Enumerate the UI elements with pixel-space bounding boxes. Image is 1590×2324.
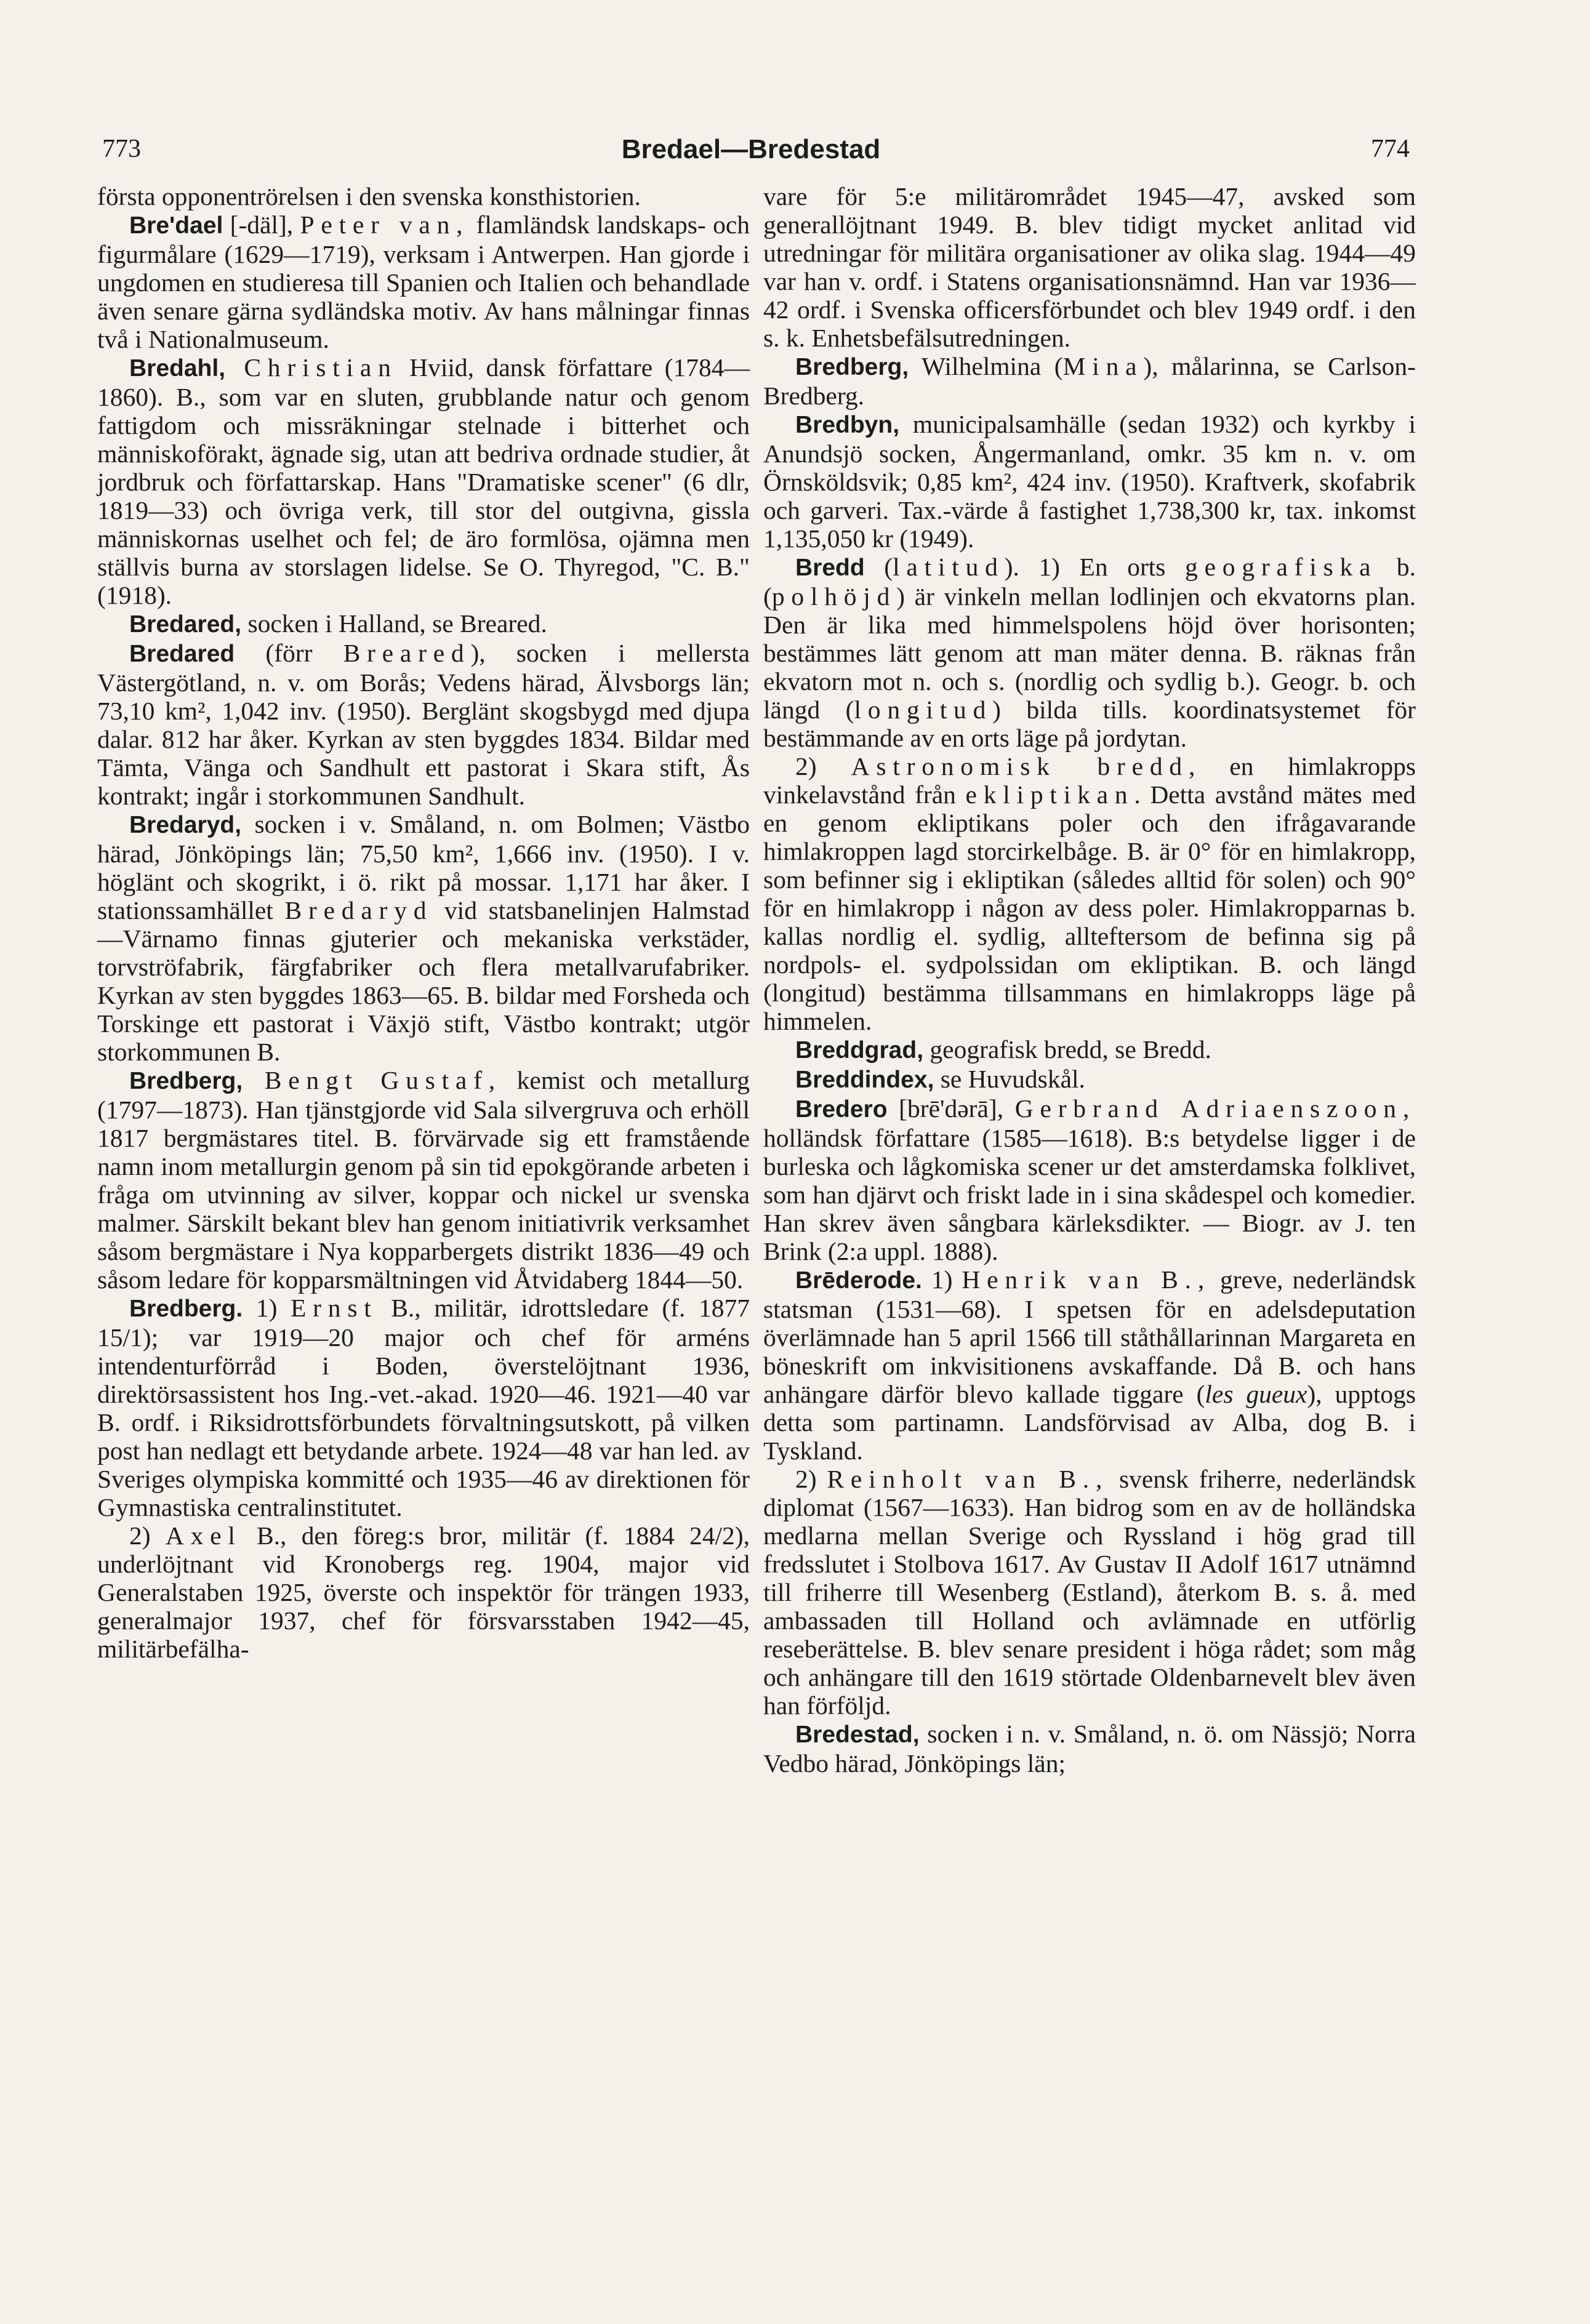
running-title: Bredael—Bredestad <box>621 134 881 164</box>
headword: Bredared <box>129 641 235 667</box>
entry-bredbyn: Bredbyn, municipalsamhälle (sedan 1932) och kyrkby i Anundsjö socken, Ångermanland, omkr. 35 km n. v. om Örnsköldsvik; 0,85 km², 424 inv. (1950). Kraftverk, skofabrik och garveri. Tax.-värde å fastighet 1,738,300 kr, tax. inkomst 1,135,050 kr (1949). <box>763 410 1416 553</box>
spaced-term: latitud <box>893 553 1005 581</box>
headword: Bredestad, <box>795 1721 920 1748</box>
entry-bredared-halland: Bredared, socken i Halland, se Breared. <box>129 609 547 638</box>
headword: Brēderode. <box>795 1267 922 1294</box>
spaced-name: Henrik van B., <box>962 1265 1211 1294</box>
entry-brederode: Brēderode. 1) Henrik van B., greve, nederländsk statsman (1531—68). I spetsen för en adelsdeputation överlämnade han 5 april 1566 till ståthållarinnan Margareta en böneskrift om inkvisitionens avskaffande. Då B. och hans anhängare därför blevo kallade tiggare (les gueux), upptogs detta som partinamn. Landsförvisad av Alba, dog B. i Tyskland. <box>763 1265 1416 1465</box>
spaced-term: geografiska <box>1185 553 1378 581</box>
spaced-term: ekliptikan <box>965 780 1134 809</box>
entry-continuation: första opponentrörelsen i den svenska konsthistorien. <box>97 182 641 210</box>
entry-breddindex: Breddindex, se Huvudskål. <box>795 1065 1085 1093</box>
entry-bredberg-bengt: Bredberg, Bengt Gustaf, kemist och metallurg (1797—1873). Han tjänstgjorde vid Sala silvergruva och erhöll 1817 bergmästares titel. B. förvärvade sig ett framstående namn inom metallurgin genom på sin tid epokgörande arbeten i fråga om utvinning av silver, koppar och nickel ur svenska malmer. Särskilt bekant blev han genom initiativrik verksamhet såsom bergmästare i Nya kopparbergets distrikt 1836—49 och såsom ledare för kopparsmältningen vid Åtvidaberg 1844—50. <box>97 1066 750 1294</box>
headword: Bredaryd, <box>129 812 242 838</box>
headword: Bredbyn, <box>795 412 900 438</box>
italic-term: les gueux <box>1205 1380 1307 1408</box>
spaced-name: Gerbrand Adriaenszoon, <box>1014 1094 1416 1123</box>
spaced-name: Reinholt van B., <box>827 1465 1109 1493</box>
entry-bredestad: Bredestad, socken i n. v. Småland, n. ö. om Nässjö; Norra Vedbo härad, Jönköpings län; <box>763 1720 1416 1777</box>
spaced-term: Astronomisk bredd <box>851 752 1189 780</box>
headword: Bredberg, <box>129 1068 243 1094</box>
page-header <box>92 134 1410 171</box>
headword: Bredberg. <box>129 1296 243 1322</box>
entry-bredero: Bredero [brē'dərā], Gerbrand Adriaenszoon, holländsk författare (1585—1618). B:s betydelse ligger i de burleska och lågkomiska scener ur det amsterdamska folklivet, som han djärvt och friskt lade in i sina skådespel och komedier. Han skrev även sångbara kärleksdikter. — Biogr. av J. ten Brink (2:a uppl. 1888). <box>763 1094 1416 1265</box>
page-number-left: 773 <box>102 135 141 163</box>
entry-bredberg-wilhelmina: Bredberg, Wilhelmina (Mina), målarinna, se Carlson-Bredberg. <box>763 352 1416 410</box>
entry-bredberg-axel: 2) Axel B., den föreg:s bror, militär (f. 1884 24/2), underlöjtnant vid Kronobergs reg. 1904, major vid Generalstaben 1925, överste och inspektör för trängen 1933, generalmajor 1937, chef för försvarsstaben 1942—45, militärbefälha- <box>97 1521 750 1663</box>
spaced-name: Ernst <box>291 1294 378 1322</box>
headword: Bre'dael <box>129 212 223 239</box>
headword: Breddgrad, <box>795 1037 924 1064</box>
entry-bredared: Bredared (förr Breared), socken i mellersta Västergötland, n. v. om Borås; Vedens härad, Älvsborgs län; 73,10 km², 1,042 inv. (1950). Berglänt skogsbygd med djupa dalar. 812 har åker. Kyrkan av sten byggdes 1834. Bildar med Tämta, Vänga och Sandhult ett pastorat i Skara stift, Ås kontrakt; ingår i storkommunen Sandhult. <box>97 639 750 810</box>
spaced-term: longitud <box>854 695 993 724</box>
headword: Bredared, <box>129 611 242 638</box>
spaced-name: Bengt Gustaf, <box>243 1066 502 1094</box>
spaced-name: Mina <box>1062 352 1144 380</box>
page-number-right: 774 <box>1371 135 1410 163</box>
headword: Breddindex, <box>795 1067 934 1093</box>
spaced-name: Axel <box>165 1521 242 1550</box>
spaced-name: Bredaryd <box>284 896 433 924</box>
headword: Bredahl, <box>129 355 226 382</box>
entry-bredahl: Bredahl, Christian Hviid, dansk författare (1784—1860). B., som var en sluten, grubblande natur och genom fattigdom och missräkningar stelnade i bitterhet och människoförakt, ägnade sig, utan att bedriva ordnade studier, åt jordbruk och författarskap. Hans "Dramatiske scener" (6 dlr, 1819—33) och övriga verk, till stor del outgivna, gissla människornas uselhet och fel; de äro formlösa, ojämna men ställvis burna av storslagen lidelse. Se O. Thyregod, "C. B." (1918). <box>97 353 750 609</box>
headword: Bredd <box>795 555 865 581</box>
spaced-name: Christian <box>225 353 398 382</box>
spaced-name: Peter van, <box>300 210 470 239</box>
entry-bredd: Bredd (latitud). 1) En orts geografiska b. (polhöjd) är vinkeln mellan lodlinjen och ekvatorns plan. Den är lika med himmelspolens höjd över horisonten; bestämmes lätt genom att man mäter denna. B. räknas från ekvatorn mot n. och s. (nordlig och sydlig b.). Geogr. b. och längd (longitud) bilda tills. koordinatsystemet för bestämmande av en orts läge på jordytan. <box>763 553 1416 752</box>
entry-bredberg-ernst: Bredberg. 1) Ernst B., militär, idrottsledare (f. 1877 15/1); var 1919—20 major och chef för arméns intendenturförråd i Boden, överstelöjtnant 1936, direktörsassistent hos Ing.-vet.-akad. 1920—46. 1921—40 var B. ordf. i Riksidrottsförbundets förvaltningsutskott, på vilken post han nedlagt ett betydande arbete. 1924—48 var han led. av Sveriges olympiska kommitté och 1935—46 av direktionen för Gymnastiska centralinstitutet. <box>97 1294 750 1521</box>
headword: Bredero <box>795 1096 888 1123</box>
entry-bredael: Bre'dael [-däl], Peter van, flamländsk landskaps- och figurmålare (1629—1719), verksam i Antwerpen. Han gjorde i ungdomen en studieresa till Spanien och Italien och behandlade även senare gärna sydländska motiv. Av hans målningar finnas två i Nationalmuseum. <box>97 210 750 353</box>
spaced-name: Breared <box>343 639 471 667</box>
entry-breddgrad: Breddgrad, geografisk bredd, se Bredd. <box>795 1035 1211 1064</box>
right-column <box>763 182 1416 1777</box>
headword: Bredberg, <box>795 354 909 380</box>
entry-continuation: vare för 5:e militärområdet 1945—47, avsked som generallöjtnant 1949. B. blev tidigt mycket anlitad vid utredningar för militära organisationer av olika slag. 1944—49 var han v. ordf. i Statens organisationsnämnd. Han var 1936—42 ordf. i Svenska officersförbundet och blev 1949 ordf. i den s. k. Enhetsbefälsutredningen. <box>763 182 1416 352</box>
entry-brederode-reinholt: 2) Reinholt van B., svensk friherre, nederländsk diplomat (1567—1633). Han bidrog som en av de holländska medlarna mellan Sverige och Ryssland i hög grad till fredsslutet i Stolbova 1617. Av Gustav II Adolf 1617 utnämnd till friherre till Wesenberg (Estland), återkom B. s. å. med ambassaden till Holland och avlämnade en utförlig reseberättelse. B. blev senare president i höga rådet; som måg och anhängare till den 1619 störtade Oldenbarnevelt blev även han förföljd. <box>763 1465 1416 1720</box>
entry-bredaryd: Bredaryd, socken i v. Småland, n. om Bolmen; Västbo härad, Jönköpings län; 75,50 km², 1,666 inv. (1950). I v. höglänt och skogrikt, i ö. rikt på mossar. 1,171 har åker. I stationssamhället Bredaryd vid statsbanelinjen Halmstad—Värnamo finnas gjuterier och mekaniska verkstäder, torvströfabrik, färgfabriker och flera metallvarufabriker. Kyrkan av sten byggdes 1863—65. B. bildar med Forsheda och Torskinge ett pastorat i Växjö stift, Västbo kontrakt; utgör storkommunen B. <box>97 810 750 1066</box>
entry-bredd-astronomisk: 2) Astronomisk bredd, en himlakropps vinkelavstånd från ekliptikan. Detta avstånd mätes med en genom ekliptikans poler och den ifrågavarande himlakroppen lagd storcirkelbåge. B. är 0° för en himlakropp, som befinner sig i ekliptikan (således alltid för solen) och 90° för en himlakropp i någon av dess poler. Himlakropparnas b. kallas nordlig el. sydlig, allteftersom de befinna sig på nordpols- el. sydpolssidan om ekliptikan. B. och längd (longitud) bestämma tillsammans en himlakropps läge på himmelen. <box>763 752 1416 1035</box>
spaced-term: polhöjd <box>771 582 897 611</box>
left-column <box>97 182 750 1663</box>
